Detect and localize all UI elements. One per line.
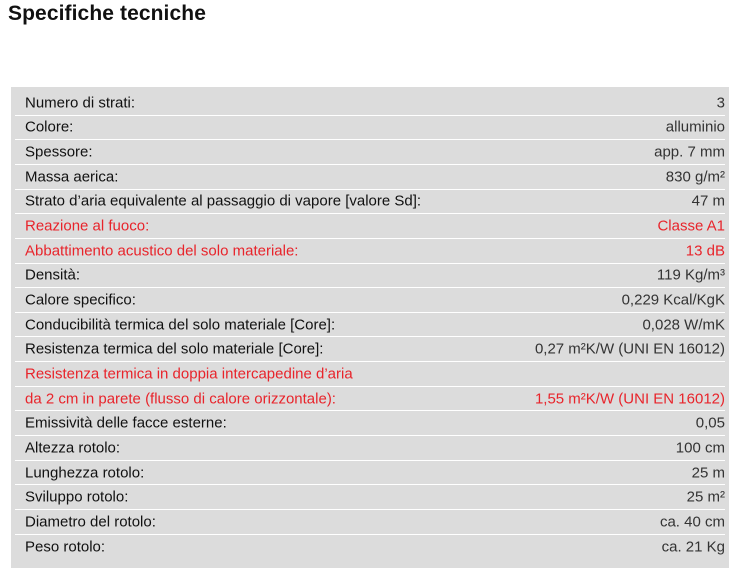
- spec-value: 1,55 m²K/W (UNI EN 16012): [534, 390, 725, 408]
- spec-row: [15, 510, 725, 535]
- page-title: Specifiche tecniche: [8, 2, 206, 25]
- spec-value: 13 dB: [685, 242, 725, 260]
- spec-value: 25 m²: [686, 488, 725, 506]
- spec-label: Spessore:: [25, 143, 93, 161]
- spec-row: [15, 362, 725, 387]
- spec-table: [11, 87, 729, 568]
- spec-value: alluminio: [665, 118, 725, 136]
- spec-row: [15, 91, 725, 116]
- spec-label: Peso rotolo:: [25, 538, 106, 556]
- spec-value: ca. 40 cm: [659, 513, 725, 531]
- spec-row: [15, 239, 725, 264]
- spec-row: [15, 313, 725, 338]
- spec-row: [15, 485, 725, 510]
- spec-label: da 2 cm in parete (flusso di calore orizzontale):: [25, 390, 336, 408]
- spec-label: Altezza rotolo:: [25, 439, 121, 457]
- spec-row: [15, 214, 725, 239]
- spec-label: Emissività delle facce esterne:: [25, 414, 227, 432]
- spec-label: Resistenza termica del solo materiale [Core]:: [25, 340, 324, 358]
- spec-row: [15, 288, 725, 313]
- spec-row: [15, 387, 725, 412]
- spec-value: 100 cm: [675, 439, 725, 457]
- spec-value: ca. 21 Kg: [661, 538, 725, 556]
- spec-row: [15, 461, 725, 486]
- spec-value: 0,028 W/mK: [642, 316, 725, 334]
- spec-value: 119 Kg/m³: [656, 266, 725, 284]
- spec-label: Conducibilità termica del solo materiale [Core]:: [25, 316, 336, 334]
- spec-label: Sviluppo rotolo:: [25, 488, 129, 506]
- spec-value: 25 m: [691, 464, 725, 482]
- spec-value: Classe A1: [657, 217, 725, 235]
- spec-row: [15, 411, 725, 436]
- spec-label: Calore specifico:: [25, 291, 136, 309]
- spec-label: Colore:: [25, 118, 74, 136]
- spec-value: 830 g/m²: [665, 168, 725, 186]
- spec-label: Resistenza termica in doppia intercapedine d’aria: [25, 365, 353, 383]
- spec-value: 3: [716, 94, 725, 112]
- spec-row: [15, 535, 725, 560]
- spec-value: 47 m: [691, 192, 725, 210]
- spec-value: 0,27 m²K/W (UNI EN 16012): [534, 340, 725, 358]
- spec-label: Strato d’aria equivalente al passaggio di vapore [valore Sd]:: [25, 192, 422, 210]
- spec-label: Massa aerica:: [25, 168, 119, 186]
- spec-label: Reazione al fuoco:: [25, 217, 150, 235]
- spec-label: Diametro del rotolo:: [25, 513, 156, 531]
- spec-row: [15, 264, 725, 289]
- spec-row: [15, 165, 725, 190]
- spec-label: Densità:: [25, 266, 81, 284]
- spec-row: [15, 140, 725, 165]
- spec-value: 0,05: [695, 414, 725, 432]
- spec-row: [15, 116, 725, 141]
- spec-row: [15, 436, 725, 461]
- spec-row: [15, 338, 725, 363]
- spec-row: [15, 190, 725, 215]
- spec-value: app. 7 mm: [654, 143, 725, 161]
- spec-label: Numero di strati:: [25, 94, 136, 112]
- spec-label: Abbattimento acustico del solo materiale:: [25, 242, 299, 260]
- spec-label: Lunghezza rotolo:: [25, 464, 145, 482]
- spec-value: 0,229 Kcal/KgK: [621, 291, 725, 309]
